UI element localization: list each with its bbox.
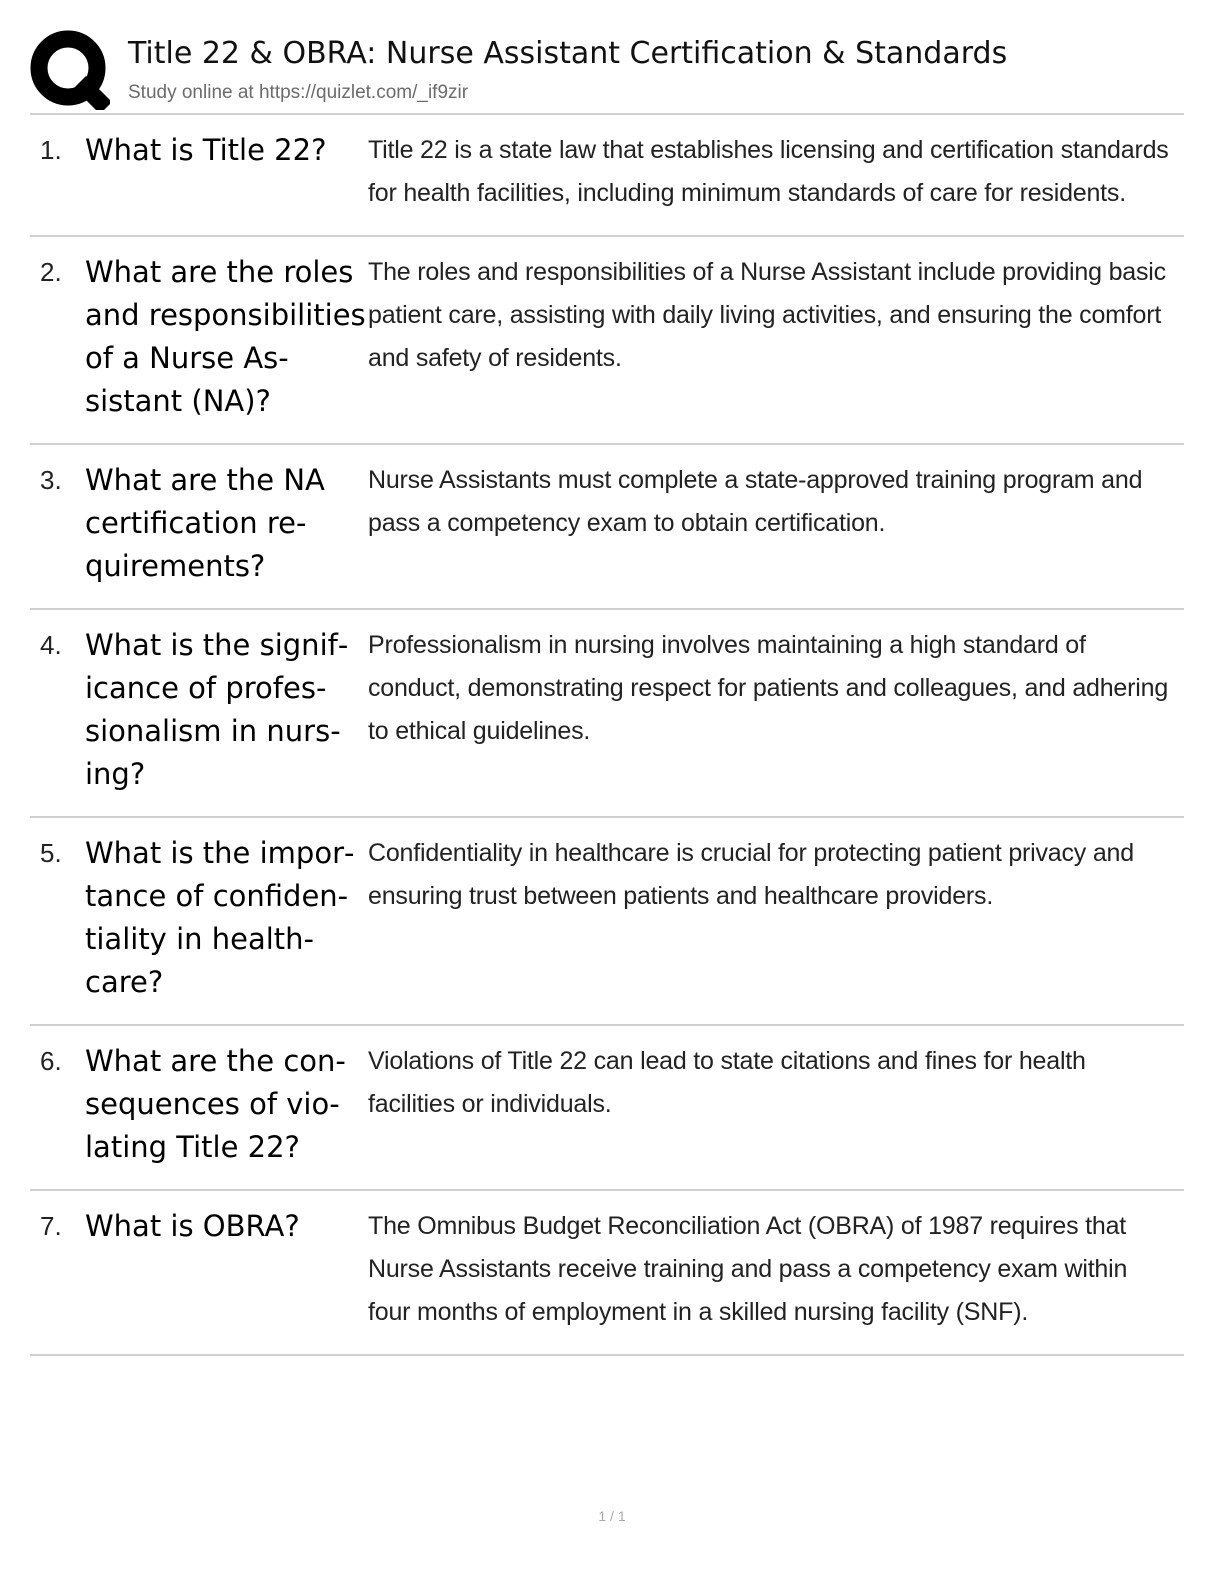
- card-number: 3.: [40, 465, 62, 495]
- flashcard-list: [30, 115, 1184, 1356]
- study-online-link[interactable]: Study online at https://quizlet.com/_if9zir: [128, 82, 469, 103]
- card-number: 4.: [40, 630, 62, 660]
- card-definition: The roles and responsibilities of a Nurse Assistant include providing basic patient care, assisting with daily living activities, and ensuring the comfort and safety of residents.: [368, 258, 1166, 372]
- card-definition: Professionalism in nursing involves maintaining a high standard of conduct, demonstrating respect for patients and colleagues, and adhering to ethical guidelines.: [368, 631, 1169, 745]
- card-number: 5.: [40, 838, 62, 868]
- card-number: 1.: [40, 135, 62, 165]
- flashcard-row: [30, 1026, 1184, 1191]
- flashcard-row: [30, 445, 1184, 610]
- card-number: 7.: [40, 1211, 62, 1241]
- card-definition: Violations of Title 22 can lead to state citations and fines for health facilities or individuals.: [368, 1047, 1086, 1118]
- page-number: 1 / 1: [598, 1508, 626, 1524]
- flashcard-row: [30, 818, 1184, 1026]
- card-definition: Nurse Assistants must complete a state-approved training program and pass a competency exam to obtain certification.: [368, 466, 1143, 537]
- card-number: 6.: [40, 1046, 62, 1076]
- card-term: What are the roles and responsibilities of a Nurse Assistant (NA)?: [85, 255, 366, 418]
- card-term: What is the significance of professionalism in nursing?: [85, 628, 349, 791]
- flashcard-row: [30, 610, 1184, 818]
- card-term: What is the importance of confidentiality in healthcare?: [85, 836, 355, 999]
- quizlet-q-logo-icon: [30, 30, 110, 110]
- flashcard-row: [30, 115, 1184, 237]
- page-title: Title 22 & OBRA: Nurse Assistant Certification & Standards: [128, 36, 1008, 71]
- card-number: 2.: [40, 257, 62, 287]
- flashcard-row: [30, 1191, 1184, 1356]
- flashcard-row: [30, 237, 1184, 445]
- page-header: [30, 30, 1184, 114]
- card-term: What is OBRA?: [85, 1209, 300, 1243]
- card-term: What are the consequences of violating Title 22?: [85, 1044, 346, 1164]
- card-definition: Title 22 is a state law that establishes licensing and certification standards for health facilities, including minimum standards of care for residents.: [368, 136, 1169, 207]
- card-term: What are the NA certification requirements?: [85, 463, 325, 583]
- card-definition: Confidentiality in healthcare is crucial for protecting patient privacy and ensuring trust between patients and healthcare providers.: [368, 839, 1134, 910]
- card-term: What is Title 22?: [85, 133, 327, 167]
- card-definition: The Omnibus Budget Reconciliation Act (OBRA) of 1987 requires that Nurse Assistants receive training and pass a competency exam within four months of employment in a skilled nursing facility (SNF).: [368, 1212, 1128, 1326]
